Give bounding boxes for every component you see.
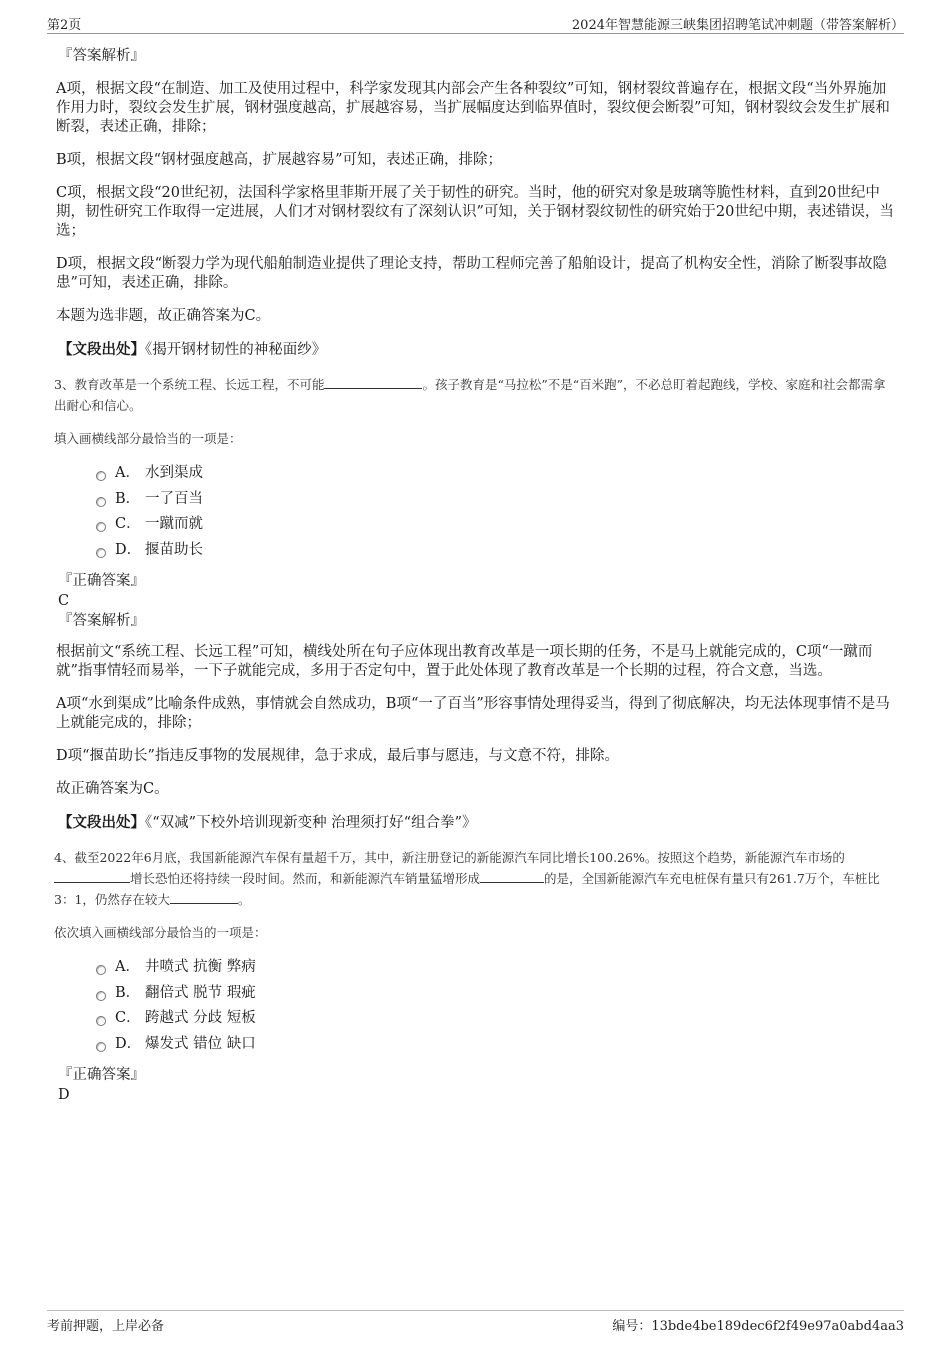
page-header bbox=[47, 14, 904, 34]
source-label: 【文段出处】 bbox=[58, 814, 145, 831]
option-text: 爆发式 错位 缺口 bbox=[145, 1035, 256, 1052]
page-number: 第2页 bbox=[47, 18, 82, 33]
option-letter: B． bbox=[115, 984, 141, 1001]
q2-conclusion: 本题为选非题，故正确答案为C。 bbox=[56, 308, 271, 324]
q3-conclusion: 故正确答案为C。 bbox=[56, 781, 169, 797]
q2-analysis-para: D项，根据文段“断裂力学为现代船舶制造业提供了理论支持，帮助工程师完善了船舶设计，提高了机构安全性，消除了断裂事故隐患”可知，表述正确，排除。 bbox=[56, 256, 888, 291]
radio-icon[interactable] bbox=[96, 965, 106, 975]
radio-icon[interactable] bbox=[96, 1042, 106, 1052]
option-text: 井喷式 抗衡 弊病 bbox=[145, 959, 256, 975]
q2-analysis-para: A项，根据文段“在制造、加工及使用过程中，科学家发现其内部会产生各种裂纹”可知，钢材裂纹普遍存在，根据文段“当外界施加作用力时，裂纹会发生扩展，钢材强度越高，扩展越容易，当扩展幅度达到临界值时，裂纹便会断裂”可知，钢材裂纹会发生扩展和断裂，表述正确，排除； bbox=[56, 81, 890, 135]
q3-analysis-para: D项“揠苗助长”指违反事物的发展规律，急于求成，最后事与愿违，与文意不符，排除。 bbox=[56, 748, 619, 764]
q3-analysis-tag: 『答案解析』 bbox=[58, 613, 145, 629]
document-title: 2024年智慧能源三峡集团招聘笔试冲刺题（带答案解析） bbox=[571, 18, 904, 33]
option-letter: C． bbox=[115, 516, 141, 532]
document-id: 编号：13bde4be189dec6f2f49e97a0abd4aa3 bbox=[612, 1319, 904, 1334]
option-text: 翻倍式 脱节 瑕疵 bbox=[145, 984, 256, 1001]
page-footer bbox=[47, 1310, 904, 1332]
q2-analysis-para: B项，根据文段“钢材强度越高，扩展越容易”可知，表述正确，排除； bbox=[56, 152, 502, 168]
q4-stem bbox=[54, 847, 896, 910]
q3-correct-answer: C bbox=[58, 593, 70, 609]
document-body bbox=[56, 46, 896, 1105]
q4-prompt: 依次填入画横线部分最恰当的一项是： bbox=[54, 925, 267, 940]
q4-correct-tag: 『正确答案』 bbox=[58, 1067, 145, 1083]
q3-option-a[interactable] bbox=[96, 461, 896, 487]
q3-analysis-para: 根据前文“系统工程、长远工程”可知，横线处所在句子应体现出教育改革是一项长期的任务，不是马上就能完成的，C项“一蹴而就”指事情轻而易举，一下子就能完成，多用于否定句中，置于此处体现了教育改革是一个长期的过程，符合文意，当选。 bbox=[56, 644, 873, 679]
source-text: 《“双减”下校外培训现新变种 治理须打好“组合拳”》 bbox=[145, 815, 477, 831]
radio-icon[interactable] bbox=[96, 548, 106, 558]
q4-options bbox=[96, 955, 896, 1057]
source-text: 《揭开钢材韧性的神秘面纱》 bbox=[145, 342, 327, 358]
q2-source bbox=[58, 340, 896, 360]
q3-prompt: 填入画横线部分最恰当的一项是： bbox=[54, 431, 242, 446]
q3-option-d[interactable] bbox=[96, 538, 896, 564]
q3-stem bbox=[54, 374, 896, 416]
option-letter: A． bbox=[115, 959, 140, 975]
q3-correct-tag: 『正确答案』 bbox=[58, 573, 145, 589]
q3-stem-before: 3、教育改革是一个系统工程、长远工程，不可能 bbox=[54, 377, 325, 392]
q4-correct-answer: D bbox=[58, 1087, 70, 1103]
footer-slogan: 考前押题，上岸必备 bbox=[47, 1319, 165, 1334]
q4-stem-part: 。 bbox=[237, 892, 251, 907]
q3-option-c[interactable] bbox=[96, 512, 896, 538]
q4-option-d[interactable] bbox=[96, 1032, 896, 1058]
q2-analysis-para: C项，根据文段“20世纪初，法国科学家格里菲斯开展了关于韧性的研究。当时，他的研究对象是玻璃等脆性材料，直到20世纪中期，韧性研究工作取得一定进展，人们才对钢材裂纹有了深刻认识”可知，关于钢材裂纹韧性的研究始于20世纪中期，表述错误，当选； bbox=[56, 185, 894, 239]
q4-stem-part: 增长恐怕还将持续一段时间。然而，和新能源汽车销量猛增形成 bbox=[130, 871, 481, 886]
radio-icon[interactable] bbox=[96, 1016, 106, 1026]
radio-icon[interactable] bbox=[96, 991, 106, 1001]
radio-icon[interactable] bbox=[96, 471, 106, 481]
q4-blank bbox=[480, 870, 544, 883]
q3-stem-after: 。孩子教育是“马拉松”不是“百米跑”，不必总盯着起跑线，学校、家庭和社会都需拿出耐心和信心。 bbox=[54, 377, 886, 413]
q4-option-b[interactable] bbox=[96, 981, 896, 1007]
q2-analysis-tag: 『答案解析』 bbox=[58, 48, 145, 64]
q4-option-c[interactable] bbox=[96, 1006, 896, 1032]
q3-analysis-para: A项“水到渠成”比喻条件成熟，事情就会自然成功，B项“一了百当”形容事情处理得妥当，得到了彻底解决，均无法体现事情不是马上就能完成的，排除； bbox=[56, 696, 890, 731]
option-text: 一了百当 bbox=[145, 490, 203, 507]
q4-blank bbox=[54, 870, 130, 883]
option-text: 一蹴而就 bbox=[145, 516, 203, 532]
q3-option-b[interactable] bbox=[96, 487, 896, 513]
option-letter: A． bbox=[115, 465, 140, 481]
q4-stem-part: 4、截至2022年6月底，我国新能源汽车保有量超千万，其中，新注册登记的新能源汽车同比增长100.26%。按照这个趋势，新能源汽车市场的 bbox=[54, 850, 845, 865]
q3-blank bbox=[324, 376, 422, 389]
option-text: 揠苗助长 bbox=[145, 541, 203, 558]
q4-option-a[interactable] bbox=[96, 955, 896, 981]
q3-source bbox=[58, 813, 896, 833]
option-letter: D． bbox=[115, 541, 142, 558]
source-label: 【文段出处】 bbox=[58, 341, 145, 358]
q4-blank bbox=[170, 891, 238, 904]
option-letter: D． bbox=[115, 1035, 142, 1052]
q4-stem-part: 的是，全国新能源汽车充电桩保有量只有261.7万个，车桩比3：1，仍然存在较大 bbox=[54, 871, 880, 907]
radio-icon[interactable] bbox=[96, 522, 106, 532]
option-text: 水到渠成 bbox=[145, 465, 203, 481]
radio-icon[interactable] bbox=[96, 497, 106, 507]
option-text: 跨越式 分歧 短板 bbox=[145, 1010, 256, 1026]
option-letter: B． bbox=[115, 490, 141, 507]
option-letter: C． bbox=[115, 1010, 141, 1026]
q3-options bbox=[96, 461, 896, 563]
